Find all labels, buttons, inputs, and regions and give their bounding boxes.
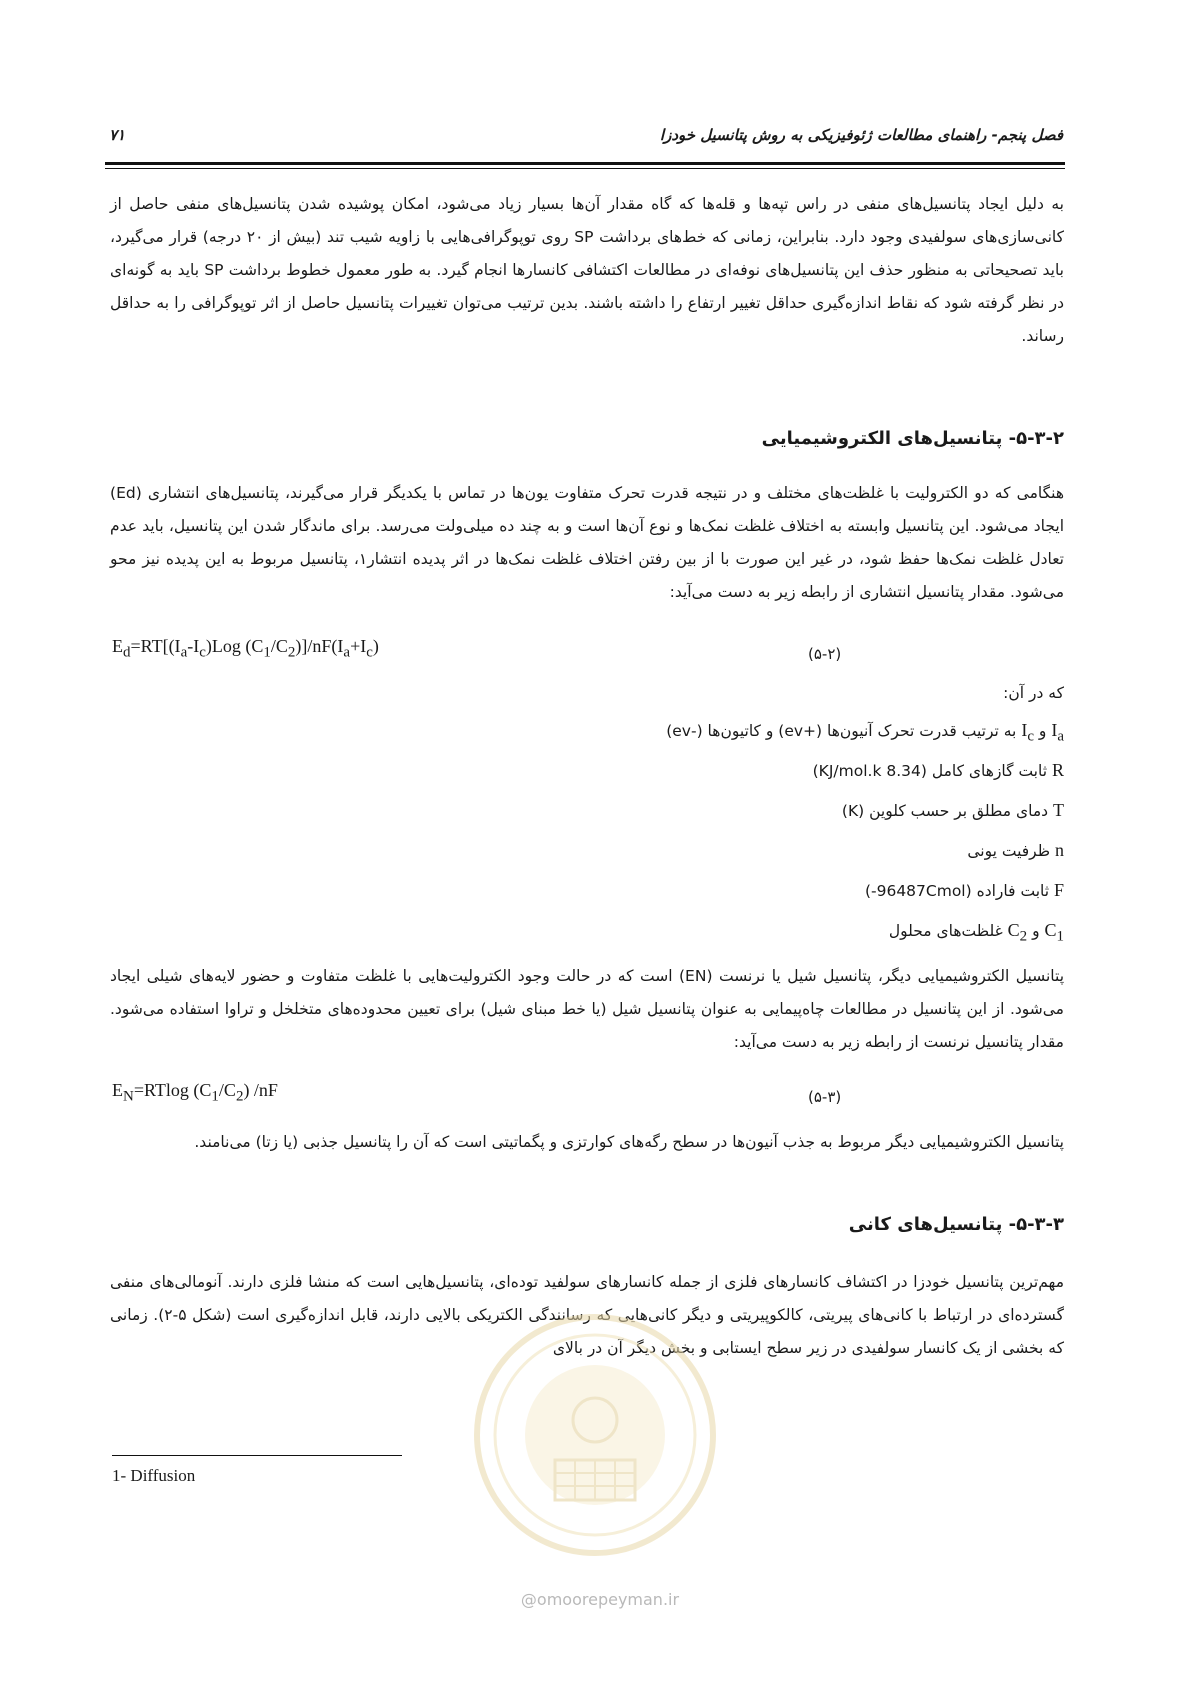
where-label: که در آن: [1003, 684, 1064, 702]
section-heading-mineral: ۵-۳-۳- پتانسیل‌های کانی [848, 1214, 1064, 1235]
equation-number: (۵-۲) [808, 645, 842, 663]
paragraph-mineral-potential: مهم‌ترین پتانسیل خودزا در اکتشاف کانسارهای فلزی از جمله کانسارهای سولفید توده‌ای، پتانسیل‌هایی است که منشا فلزی دارند. آنومالی‌های منفی گسترده‌ای در ارتباط با کانی‌های پیریتی، کالکوپیریتی و دیگر کانی‌هایی که رسانندگی الکتریکی بالایی دارند، قابل اندازه‌گیری است (شکل ۵-۲). زمانی که بخشی از یک کانسار سولفیدی در زیر سطح ایستابی و بخش دیگر آن در بالای [110, 1273, 1064, 1357]
page-header [105, 118, 1065, 165]
definition-item: T دمای مطلق بر حسب کلوین (K) [841, 800, 1064, 820]
definition-item: $I_a$ و $I_c$ به ترتیب قدرت تحرک آنیون‌ها (+ev) و کاتیون‌ها (-ev) [666, 720, 1064, 745]
paragraph-diffusion-potential: هنگامی که دو الکترولیت با غلظت‌های مختلف و در نتیجه قدرت تحرک متفاوت یون‌ها در تماس با یکدیگر قرار می‌گیرند، پتانسیل‌های انتشاری (Ed) ایجاد می‌شود. این پتانسیل وابسته به اختلاف غلظت نمک‌ها و نوع آن‌ها است و به چند ده میلی‌ولت می‌رسد. برای ماندگار شدن این پتانسیل، باید عدم تعادل غلظت نمک‌ها حفظ شود، در غیر این صورت با از بین رفتن اختلاف غلظت نمک‌ها در اثر پدیده انتشار۱، پتانسیل مربوط به این پدیده نیز محو می‌شود. مقدار پتانسیل انتشاری از رابطه زیر به دست می‌آید: [110, 484, 1064, 601]
watermark-seal-icon [470, 1310, 720, 1560]
equation-number: (۵-۳) [808, 1088, 842, 1106]
running-title: فصل پنجم- راهنمای مطالعات ژئوفیزیکی به روش پتانسیل خودزا [659, 126, 1063, 144]
watermark-text: @omoorepeyman.ir [520, 1590, 680, 1609]
section-heading-electrochemical: ۵-۳-۲- پتانسیل‌های الکتروشیمیایی [761, 428, 1064, 449]
definition-item: R ثابت گازهای کامل (8.34 KJ/mol.k) [812, 760, 1064, 780]
paragraph-nernst-potential: پتانسیل الکتروشیمیایی دیگر، پتانسیل شیل یا نرنست (EN) است که در حالت وجود الکترولیت‌هایی با غلظت متفاوت و حضور لایه‌های شیلی ایجاد می‌شود. از این پتانسیل در مطالعات چاه‌پیمایی به عنوان پتانسیل شیل (یا خط مبنای شیل) برای تعیین محدوده‌های متخلخل و تراوا استفاده می‌شود. مقدار پتانسیل نرنست از رابطه زیر به دست می‌آید: [110, 967, 1065, 1051]
definition-item: $C_1$ و $C_2$ غلظت‌های محلول [888, 920, 1064, 945]
definition-item: n ظرفیت یونی [967, 840, 1064, 860]
page-number: ۷۱ [109, 126, 126, 144]
definition-item: F ثابت فاراده (96487Cmol-) [864, 880, 1064, 900]
footnote: 1- Diffusion [112, 1466, 196, 1485]
equation-diffusion: $E_d=RT[(I_a-I_c)Log$ $(C_1/C_2)]/nF(I_a+I_c)$ [112, 636, 379, 661]
footnote-divider [112, 1455, 402, 1456]
equation-nernst: $E_N=RTlog$ $(C_1/C_2)$ /nF [112, 1080, 278, 1105]
paragraph-zeta-potential: پتانسیل الکتروشیمیایی دیگر مربوط به جذب آنیون‌ها در سطح رگه‌های کوارتزی و پگماتیتی است که آن را پتانسیل جذبی (یا زتا) می‌نامند. [194, 1133, 1064, 1151]
paragraph-topography: به دلیل ایجاد پتانسیل‌های منفی در راس تپه‌ها و قله‌ها که گاه مقدار آن‌ها بسیار زیاد می‌شود، امکان پوشیده شدن پتانسیل‌های منفی حاصل از کانی‌سازی‌های سولفیدی وجود دارد. بنابراین، زمانی که خط‌های برداشت SP روی توپوگرافی‌هایی با زاویه شیب تند (بیش از ۲۰ درجه) قرار می‌گیرد، باید تصحیحاتی به منظور حذف این پتانسیل‌های نوفه‌ای در مطالعات اکتشافی کانسارها انجام گیرد. به طور معمول خطوط برداشت SP باید به گونه‌ای در نظر گرفته شود که نقاط اندازه‌گیری حداقل تغییر ارتفاع را داشته باشند. بدین ترتیب می‌توان تغییرات پتانسیل حاصل از اثر توپوگرافی را به حداقل رساند. [110, 195, 1065, 345]
